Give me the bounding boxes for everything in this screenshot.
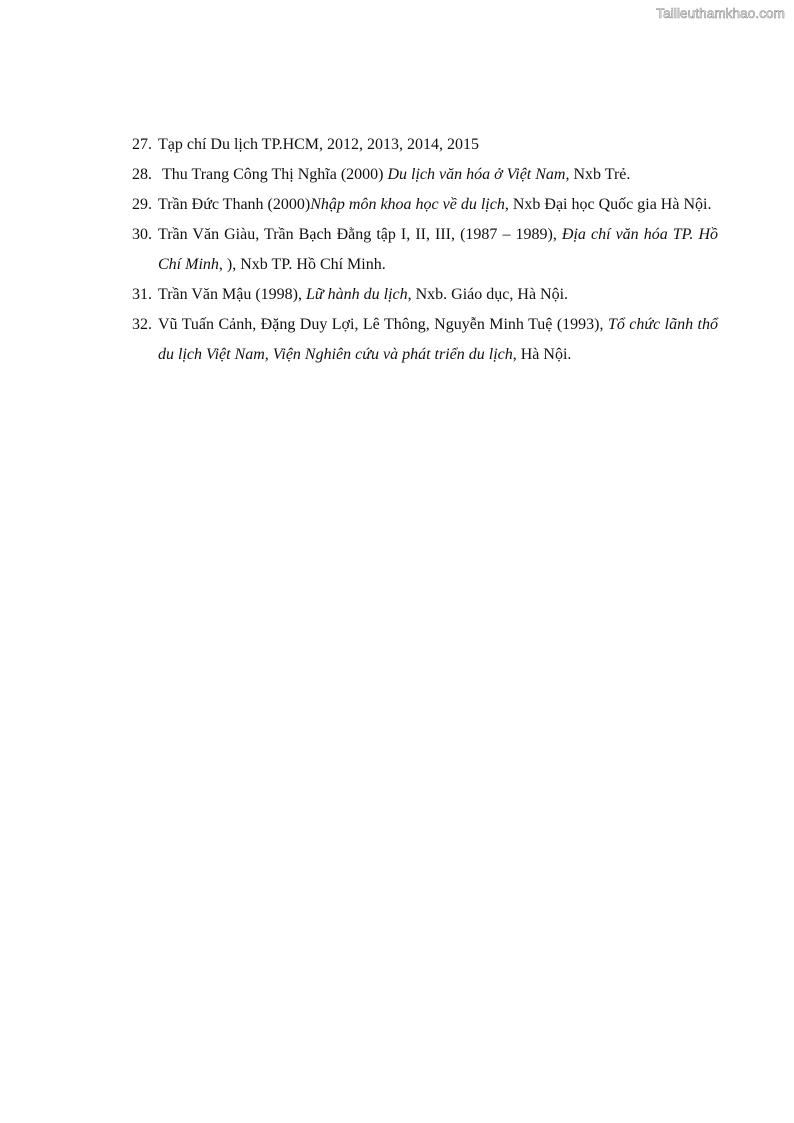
reference-item-27 (132, 130, 718, 160)
reference-item-31 (132, 280, 718, 310)
watermark: Tailieuthamkhao.com (656, 6, 785, 21)
reference-number: 27. (132, 136, 152, 153)
reference-text: Trần Đức Thanh (2000)Nhập môn khoa học về du lịch, Nxb Đại học Quốc gia Hà Nội. (158, 196, 712, 213)
reference-number: 32. (132, 316, 152, 333)
reference-number: 28. (132, 166, 152, 183)
reference-title: Du lịch văn hóa ở Việt Nam (387, 166, 566, 183)
reference-list (132, 130, 718, 370)
reference-item-28 (132, 160, 718, 190)
reference-title: Địa chí văn hóa TP. Hồ Chí Minh (158, 226, 719, 273)
reference-item-30 (132, 220, 718, 280)
reference-text: Thu Trang Công Thị Nghĩa (2000) Du lịch văn hóa ở Việt Nam, Nxb Trẻ. (162, 166, 631, 183)
reference-number: 31. (132, 286, 152, 303)
reference-text: Vũ Tuấn Cảnh, Đặng Duy Lợi, Lê Thông, Nguyễn Minh Tuệ (1993), Tổ chức lãnh thổ du lịch Việt Nam, Viện Nghiên cứu và phát triển du lịch, Hà Nội. (158, 316, 719, 363)
reference-text: Trần Văn Mậu (1998), Lữ hành du lịch, Nxb. Giáo dục, Hà Nội. (158, 286, 569, 303)
reference-text: Tạp chí Du lịch TP.HCM, 2012, 2013, 2014, 2015 (158, 136, 480, 153)
reference-text: Trần Văn Giàu, Trần Bạch Đằng tập I, II, III, (1987 – 1989), Địa chí văn hóa TP. Hồ Chí Minh, ), Nxb TP. Hồ Chí Minh. (158, 226, 719, 273)
reference-number: 29. (132, 196, 152, 213)
reference-title: Nhập môn khoa học về du lịch (310, 196, 505, 213)
reference-title: Lữ hành du lịch (306, 286, 408, 303)
reference-item-32 (132, 310, 718, 370)
reference-title: Tổ chức lãnh thổ du lịch Việt Nam, Viện Nghiên cứu và phát triển du lịch (158, 316, 719, 363)
reference-number: 30. (132, 226, 152, 243)
reference-item-29 (132, 190, 718, 220)
